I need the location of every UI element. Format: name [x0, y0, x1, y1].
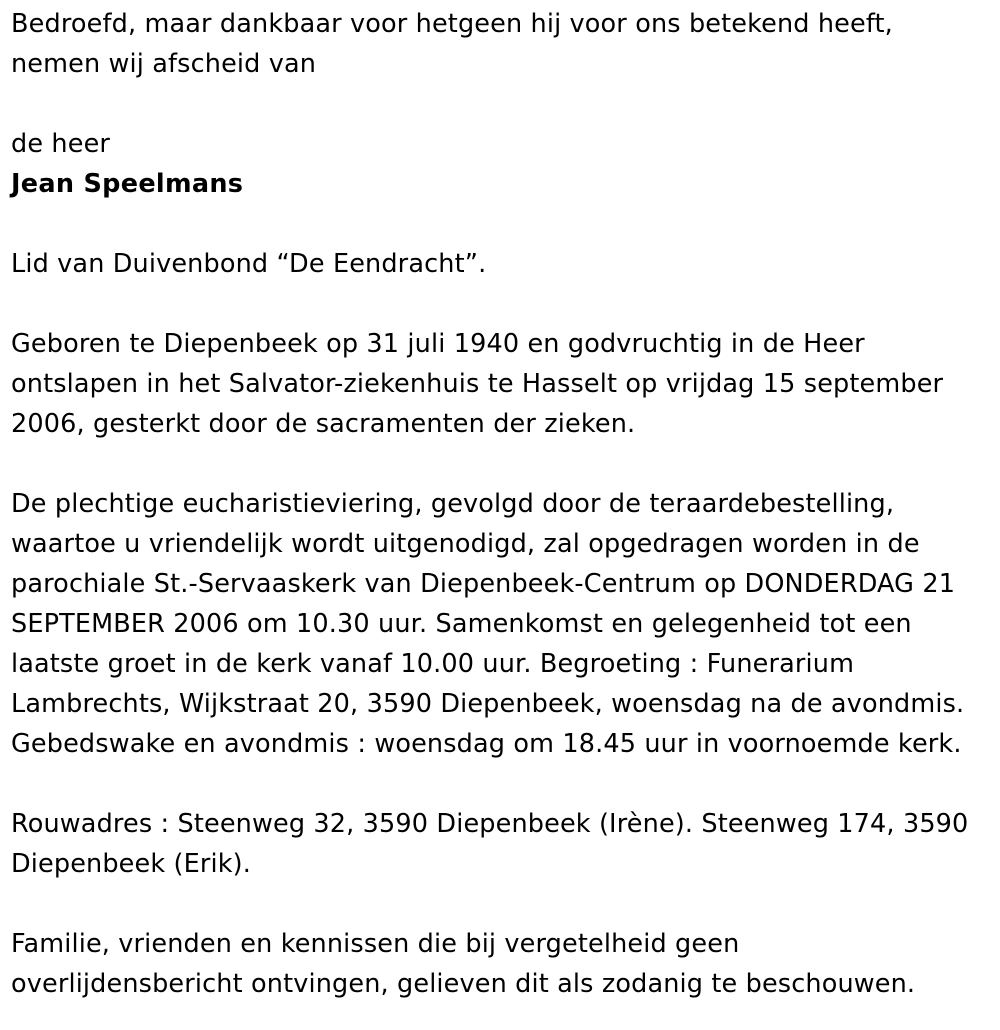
text-line: waartoe u vriendelijk wordt uitgenodigd, zal opgedragen worden in de: [11, 529, 920, 559]
text-line: nemen wij afscheid van: [11, 49, 317, 79]
paragraph-gap: [11, 284, 996, 324]
paragraph-gap: [11, 204, 996, 244]
text-line: Familie, vrienden en kennissen die bij vergetelheid geen: [11, 929, 740, 959]
obituary-notice: [11, 4, 996, 1004]
text-line: overlijdensbericht ontvingen, gelieven dit als zodanig te beschouwen.: [11, 969, 916, 999]
text-line: parochiale St.-Servaaskerk van Diepenbeek-Centrum op DONDERDAG 21: [11, 569, 956, 599]
paragraph-gap: [11, 884, 996, 924]
text-line: SEPTEMBER 2006 om 10.30 uur. Samenkomst en gelegenheid tot een: [11, 609, 912, 639]
text-line: laatste groet in de kerk vanaf 10.00 uur. Begroeting : Funerarium: [11, 649, 855, 679]
intro-paragraph: [11, 4, 996, 84]
paragraph-gap: [11, 764, 996, 804]
paragraph-gap: [11, 84, 996, 124]
salutation: de heer: [11, 129, 111, 159]
membership-line: Lid van Duivenbond “De Eendracht”.: [11, 249, 487, 279]
paragraph-gap: [11, 444, 996, 484]
text-line: De plechtige eucharistieviering, gevolgd door de teraardebestelling,: [11, 489, 895, 519]
text-line: Gebedswake en avondmis : woensdag om 18.45 uur in voornoemde kerk.: [11, 729, 962, 759]
text-line: Geboren te Diepenbeek op 31 juli 1940 en godvruchtig in de Heer: [11, 329, 865, 359]
text-line: Rouwadres : Steenweg 32, 3590 Diepenbeek (Irène). Steenweg 174, 3590: [11, 809, 969, 839]
birth-death-paragraph: [11, 324, 996, 444]
deceased-name: Jean Speelmans: [11, 169, 244, 199]
text-line: Lambrechts, Wijkstraat 20, 3590 Diepenbeek, woensdag na de avondmis.: [11, 689, 965, 719]
text-line: Diepenbeek (Erik).: [11, 849, 252, 879]
text-line: ontslapen in het Salvator-ziekenhuis te Hasselt op vrijdag 15 september: [11, 369, 944, 399]
text-line: 2006, gesterkt door de sacramenten der zieken.: [11, 409, 636, 439]
address-paragraph: [11, 804, 996, 884]
text-line: Bedroefd, maar dankbaar voor hetgeen hij voor ons betekend heeft,: [11, 9, 893, 39]
closing-paragraph: [11, 924, 996, 1004]
ceremony-paragraph: [11, 484, 996, 764]
